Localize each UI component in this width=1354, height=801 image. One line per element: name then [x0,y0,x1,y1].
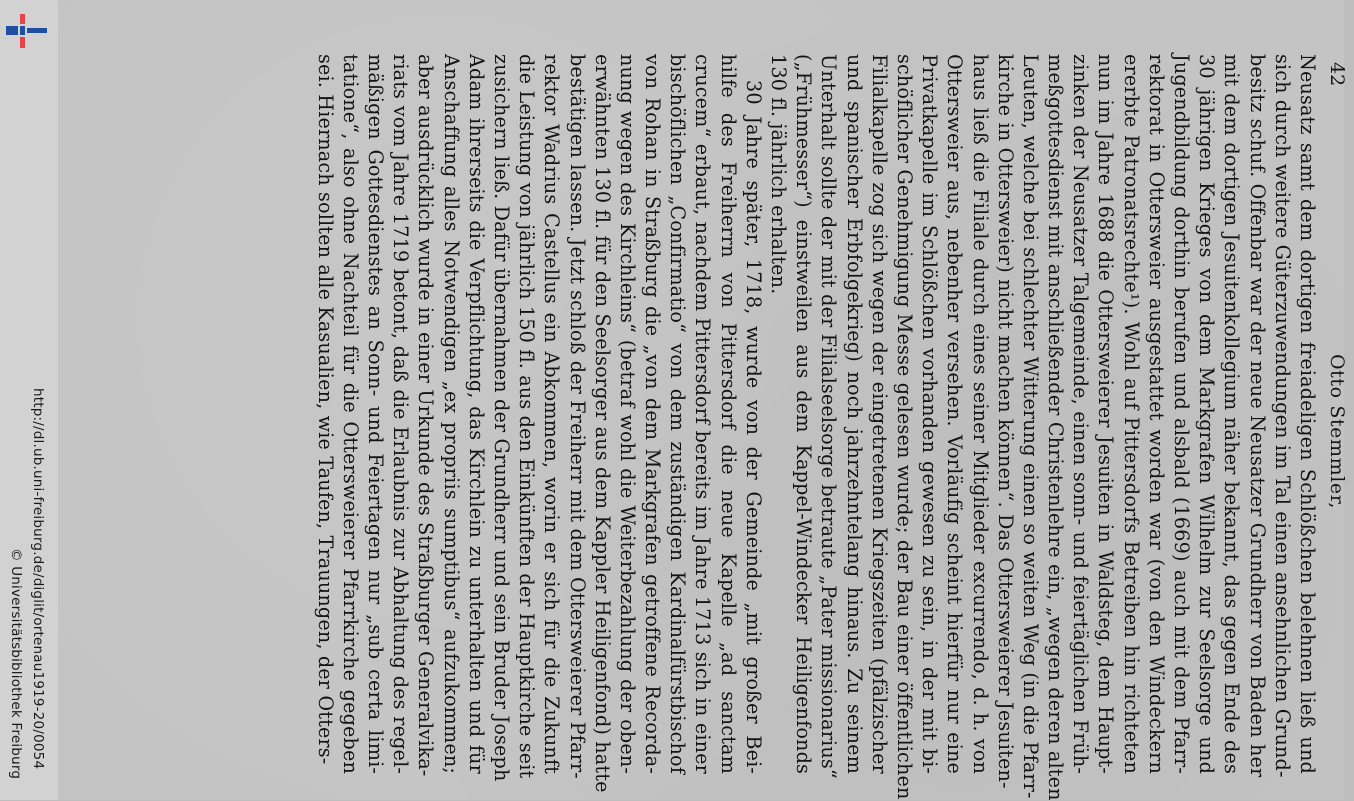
text-line: besitz schuf. Offenbar war der neue Neusatzer Grundherr von Baden her [1245,54,1269,778]
text-line: Anschaffung alles Notwendigen „ex propriis sumptibus“ aufzukommen; [439,54,463,774]
text-line: Privatkapelle im Schlößchen vorhanden gewesen zu sein, in der mit bi- [918,54,942,774]
text-line: von Rohan in Straßburg die „von dem Markgrafen getroffene Recorda- [641,54,665,774]
text-line: schöflicher Genehmigung Messe gelesen wurde; der Bau einer öffentlichen [893,54,916,800]
text-line: Adam ihrerseits die Verpflichtung, das Kirchlein zu unterhalten und für [464,54,488,774]
text-line: nung wegen des Kirchleins“ (betraf wohl die Weiterbezahlung der oben- [615,54,639,774]
scanned-page [58,0,1348,801]
body-text [313,54,1321,801]
text-line: mit dem dortigen Jesuitenkollegium näher bekannt, das gegen Ende des [1220,54,1244,774]
text-line: 30 Jahre später, 1718, wurde von der Gemeinde „mit großer Bei- [741,80,765,774]
source-url-link[interactable]: http://dl.ub.uni-freiburg.de/diglit/ortenau1919-20/0054 [30,388,46,770]
text-line: Leuten, welche bei schlechter Witterung einen so weiten Weg (in die Pfarr- [1018,54,1042,799]
text-line: Jugendbildung dorthin berufen und alsbald (1669) auch mit dem Pfarr- [1170,54,1194,774]
text-line: rektorat in Ottersweier ausgestattet worden war (von den Windeckern [1144,54,1168,774]
text-line: hilfe des Freiherrn von Pittersdorf die neue Kapelle „ad sanctam [716,54,740,774]
text-line: haus ließ die Filiale durch eines seiner Mitglieder excurrendo, d. h. von [968,54,992,774]
page-header [1318,54,1354,774]
text-line: Neusatz samt dem dortigen freiadeligen Schlößchen belehnen ließ und [1296,54,1319,774]
text-line: und spanischer Erbfolgekrieg) noch jahrzehntelang hinaus. Zu seinem [842,54,866,774]
text-line: Unterhalt sollte der mit der Filialseelsorge betraute „Pater missionarius“ [817,54,841,779]
text-line: Ottersweier aus, nebenher versehen. Vorläufig scheint hierfür nur eine [943,54,967,774]
text-line: kirche in Ottersweier) nicht machen können“. Das Ottersweierer Jesuiten- [993,54,1017,789]
text-line: („Frühmesser“) einstweilen aus dem Kappel-Windecker Heiligenfonds [792,54,816,774]
text-line: 30 jährigen Krieges von dem Markgrafen Wilhelm zur Seelsorge und [1195,54,1219,774]
text-line: crucem“ erbaut, nachdem Pittersdorf bereits im Jahre 1713 sich in einer [691,54,715,774]
text-line: 130 fl. jährlich erhalten. [767,54,791,295]
text-line: meßgottesdienst mit anschließender Christenlehre ein, „wegen deren alten [1044,54,1068,801]
text-line: bischöflichen „Confirmatio“ von dem zuständigen Kardinalfürstbischof [666,54,690,774]
text-line: zusichern ließ. Dafür übernahmen der Grundherr und sein Bruder Joseph [490,54,513,782]
text-line: erwähnten 130 fl. für den Seelsorger aus dem Kappler Heiligenfond) hatte [590,54,614,793]
text-line: bestätigen lassen. Jetzt schloß der Freiherr mit dem Ottersweierer Pfarr- [565,54,589,779]
text-line: riats vom Jahre 1719 betont, daß die Erlaubnis zur Abhaltung des regel- [389,54,413,774]
text-line: ererbte Patronatsrechte¹). Wohl auf Pittersdorfs Betreiben hin richteten [1119,54,1143,774]
text-line: mäßigen Gottesdienstes an Sonn- und Feiertagen nur „sub certa limi- [364,54,388,774]
copyright-notice: © Universitätsbibliothek Freiburg [8,548,24,780]
text-line: die Leistung von jährlich 150 fl. aus den Einkünften der Hauptkirche seit [515,54,539,779]
text-line: aber ausdrücklich wurde in einer Urkunde des Straßburger Generalvika- [414,54,438,777]
page-content [234,54,1354,801]
text-line: sich durch weitere Güterzuwendungen im Tal einen ansehnlichen Grund- [1270,54,1294,778]
text-line: sei. Hiernach sollten alle Kasualien, wie Taufen, Trauungen, der Otters- [313,54,337,765]
text-line: nun im Jahre 1688 die Ottersweierer Jesuiten in Waldsteg, dem Haupt- [1094,54,1118,774]
text-line: rektor Wadrius Castellus ein Abkommen, worin er sich für die Zukunft [540,54,564,774]
page-number: 42 [1326,62,1348,87]
sidebar [0,0,58,800]
running-head: Otto Stemmler, [1326,354,1348,510]
text-line: Filialkapelle zog sich wegen der eingetretenen Kriegszeiten (pfälzischer [867,54,891,774]
text-line: tatione“, also ohne Nachteil für die Ottersweierer Pfarrkirche gegeben [338,54,362,774]
sidebar-text [0,0,58,800]
text-line: zinken der Neusatzer Talgemeinde, einen sonn- und feiertäglichen Früh- [1069,54,1093,774]
